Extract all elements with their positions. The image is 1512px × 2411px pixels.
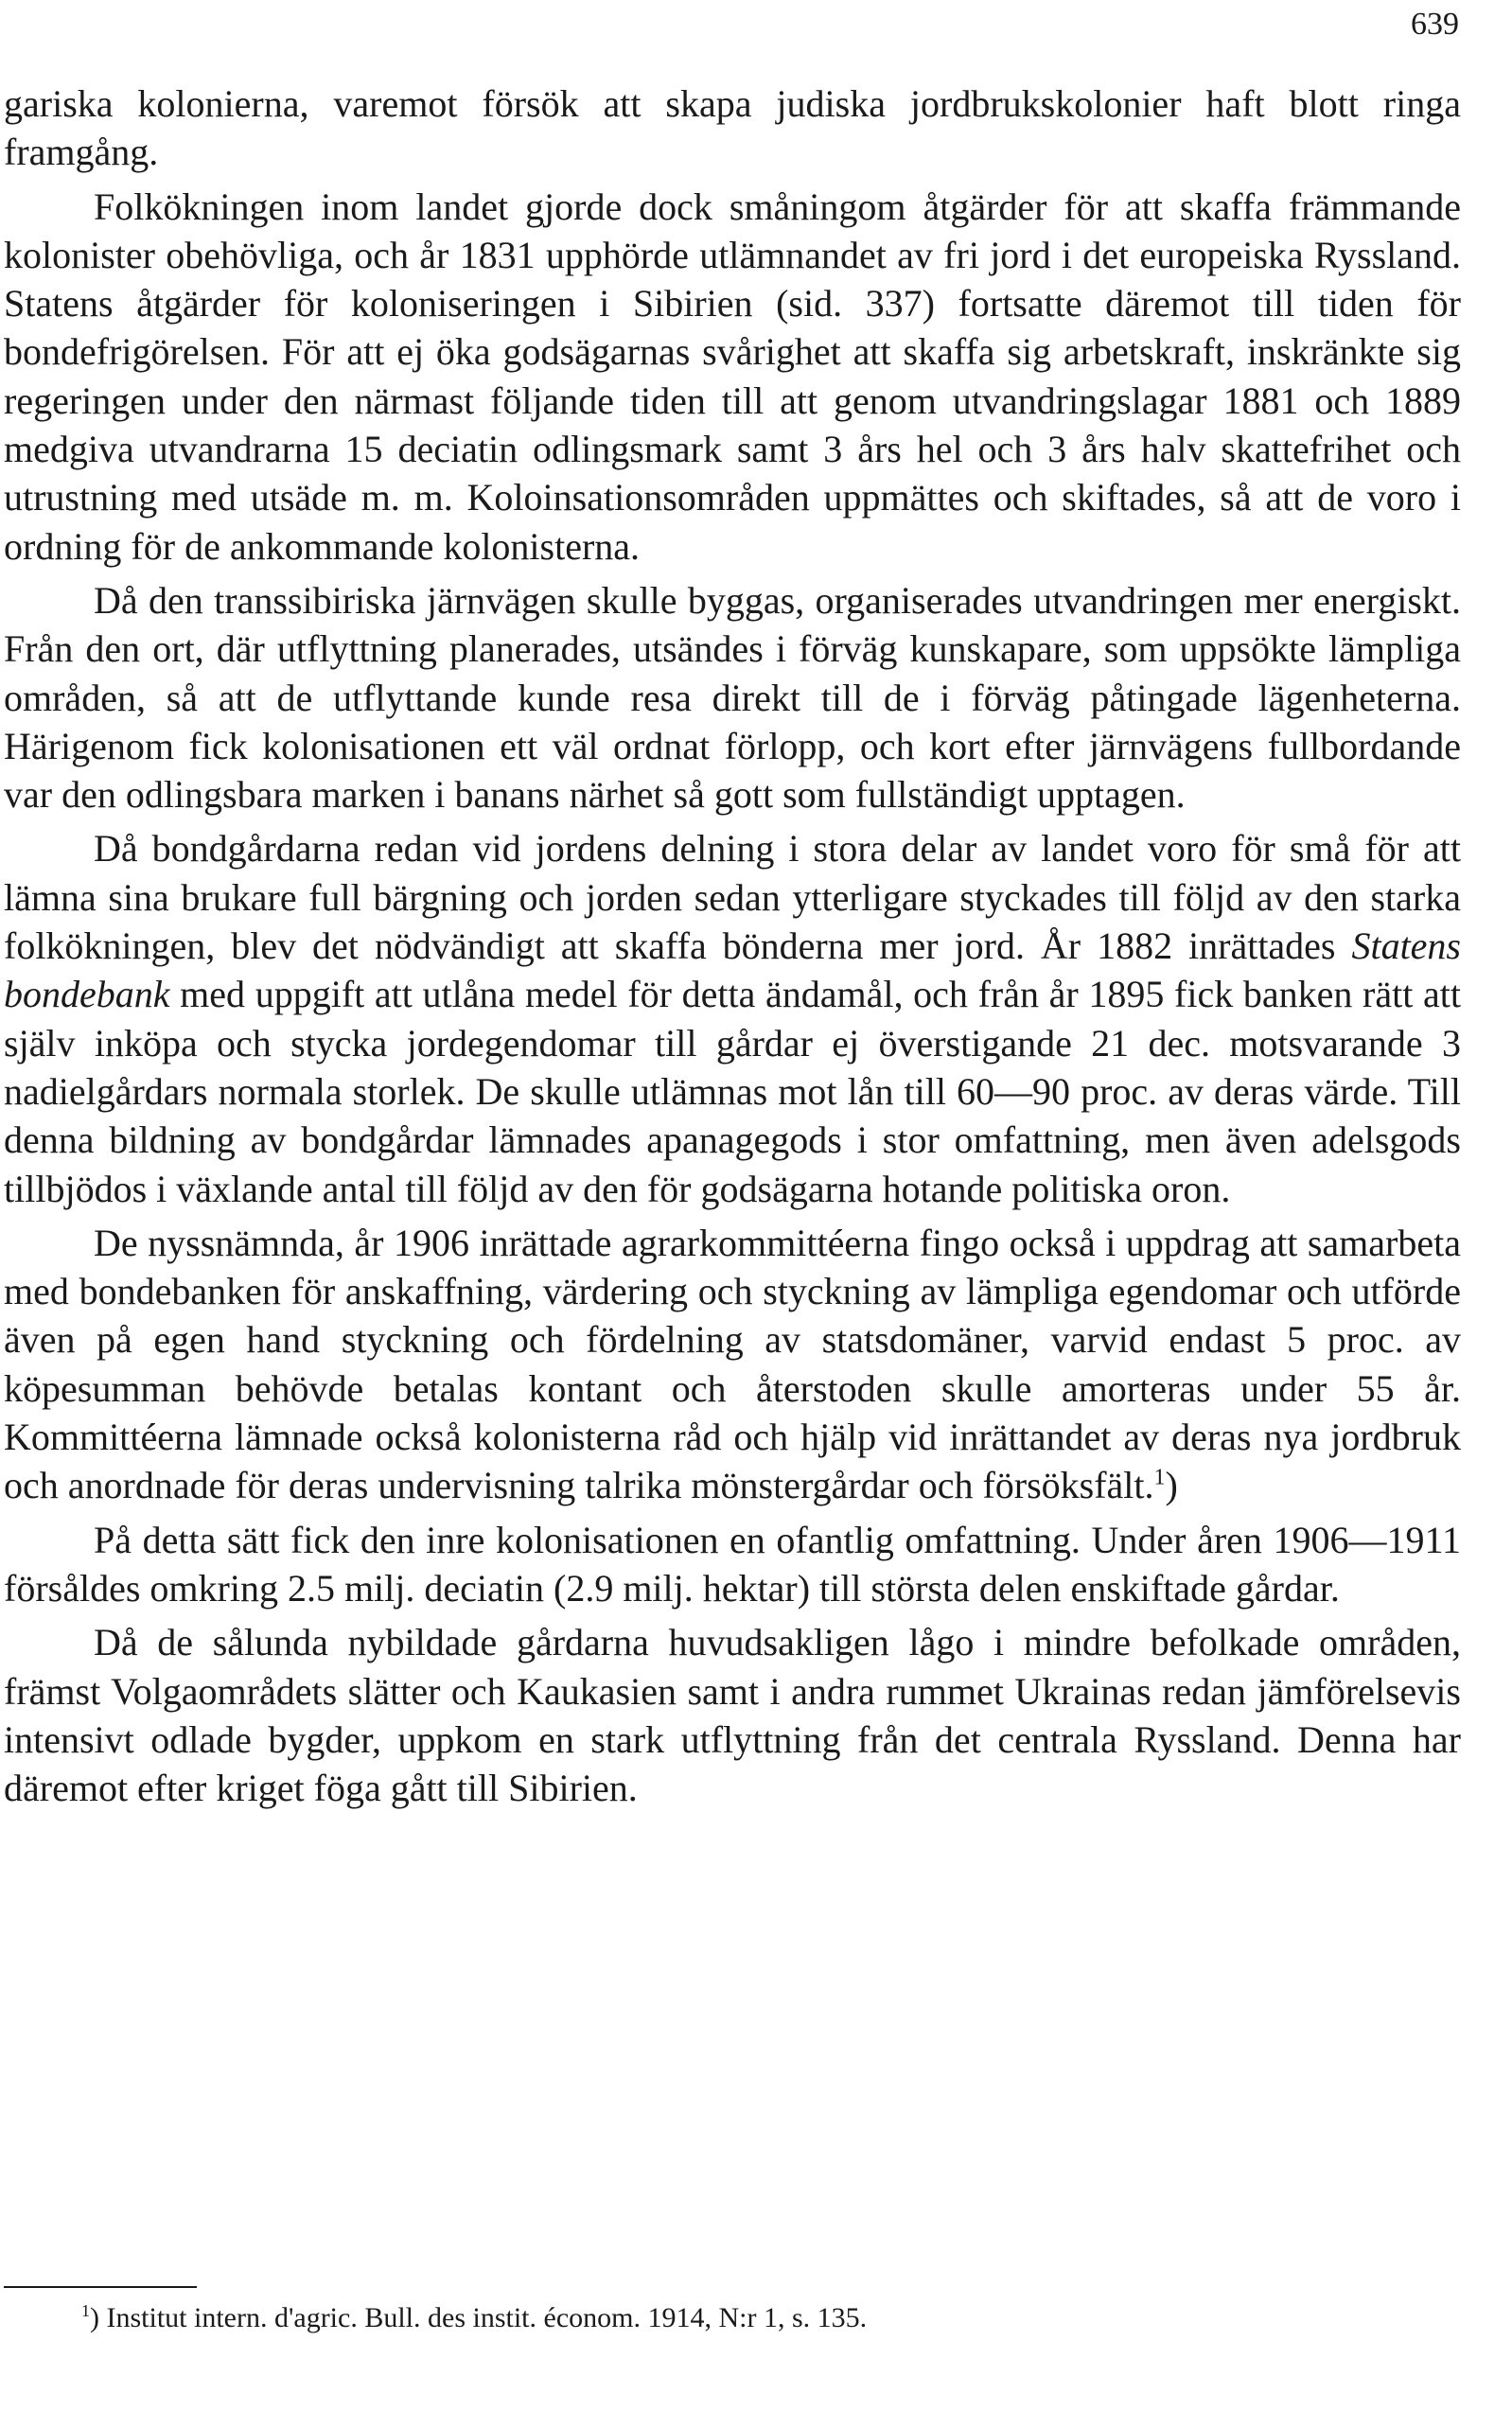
paragraph-text: Då den transsibiriska järnvägen skulle byggas, organiserades utvandringen mer energiskt. Från den ort, där utflyttning planerades, utsändes i förväg kunskapare, som uppsökte lämpliga områden, så att de utflyttande kunde resa direkt till de i förväg påtingade lägenheterna. Härigenom fick kolonisationen ett väl ordnat förlopp, och kort efter järnvägens fullbordande var den odlingsbara marken i banans närhet så gott som fullständigt upptagen. [4,578,1461,817]
paragraph-text: Folkökningen inom landet gjorde dock småningom åtgärder för att skaffa främmande kolonister obehövliga, och år 1831 upphörde utlämnandet av fri jord i det europeiska Ryssland. Statens åtgärder för koloniseringen i Sibirien (sid. 337) fortsatte däremot till tiden för bondefrigörelsen. För att ej öka godsägarnas svårighet att skaffa sig arbetskraft, inskränkte sig regeringen under den närmast följande tiden till att genom utvandringslagar 1881 och 1889 medgiva utvandrarna 15 deciatin odlingsmark samt 3 års hel och 3 års halv skattefrihet och utrustning med utsäde m. m. Koloinsationsområden uppmättes och skiftades, så att de voro i ordning för de ankommande kolonisterna. [4,185,1461,568]
paragraph-text: ) [1165,1464,1178,1507]
paragraph-text: med uppgift att utlåna medel för detta ändamål, och från år 1895 fick banken rätt att själv inköpa och stycka jordegendomar till gårdar ej överstigande 21 dec. motsvarande 3 nadielgårdars normala storlek. De skulle utlämnas mot lån till 60—90 proc. av deras värde. Till denna bildning av bondgårdar lämnades apanagegods i stor omfattning, men även adelsgods tillbjödos i växlande antal till följd av den för godsägarna hotande politiska oron. [4,973,1461,1210]
footnote-marker: 1 [81,2301,90,2320]
paragraph-text: De nyssnämnda, år 1906 inrättade agrarkommittéerna fingo också i uppdrag att samarbeta med bondebanken för anskaffning, värdering och styckning av lämpliga egendomar och utförde även på egen hand styckning och fördelning av statsdomäner, varvid endast 5 proc. av köpesumman behövde betalas kontant och återstoden skulle amorteras under 55 år. Kommittéerna lämnade också kolonisterna råd och hjälp vid inrättandet av deras nya jordbruk och anordnade för deras undervisning talrika mönstergårdar och försöksfält. [4,1221,1461,1507]
footnote-text: ) Institut intern. d'agric. Bull. des instit. économ. 1914, N:r 1, s. 135. [90,2302,868,2333]
paragraph [4,1618,1461,1812]
paragraph [4,79,1461,177]
paragraph-text: Då bondgårdarna redan vid jordens delning i stora delar av landet voro för små för att lämna sina brukare full bärgning och jorden sedan ytterligare styckades till följd av den starka folkökningen, blev det nödvändigt att skaffa bönderna mer jord. År 1882 inrättades [4,827,1461,968]
paragraph [4,1516,1461,1613]
body-text [0,79,1465,1812]
paragraph-text: Då de sålunda nybildade gårdarna huvudsakligen lågo i mindre befolkade områden, främst Volgaområdets slätter och Kaukasien samt i andra rummet Ukrainas redan jämförelsevis intensivt odlade bygder, uppkom en stark utflyttning från det centrala Ryssland. Denna har däremot efter kriget föga gått till Sibirien. [4,1621,1461,1810]
paragraph [4,824,1461,1212]
paragraph-text: På detta sätt fick den inre kolonisationen en ofantlig omfattning. Under åren 1906—1911 försåldes omkring 2.5 milj. deciatin (2.9 milj. hektar) till största delen enskiftade gårdar. [4,1518,1461,1610]
footnote-separator [4,2286,197,2288]
paragraph [4,1219,1461,1510]
paragraph-text: gariska kolonierna, varemot försök att skapa judiska jordbrukskolonier haft blott ringa framgång. [4,82,1461,174]
paragraph [4,576,1461,818]
page-number: 639 [1411,7,1459,42]
emphasized-text: Statens bondebank [4,924,1461,1016]
footnote [81,2299,867,2337]
paragraph [4,183,1461,571]
footnote-reference: 1 [1153,1465,1166,1490]
